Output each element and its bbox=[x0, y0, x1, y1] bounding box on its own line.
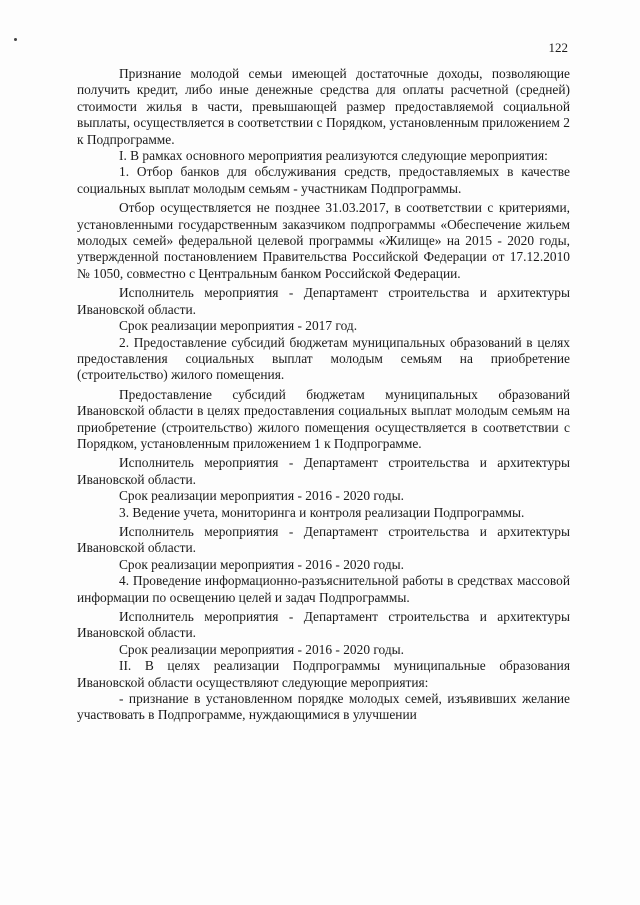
paragraph: 3. Ведение учета, мониторинга и контроля реализации Подпрограммы. bbox=[119, 504, 525, 520]
document-body bbox=[77, 66, 570, 724]
paragraph: Срок реализации мероприятия - 2016 - 2020 годы. bbox=[119, 488, 404, 504]
paragraph: Исполнитель мероприятия - Департамент строительства и архитектуры Ивановской области. bbox=[77, 285, 570, 317]
paragraph: 2. Предоставление субсидий бюджетам муниципальных образований в целях предоставления социальных выплат молодым семьям на приобретение (строительство) жилого помещения. bbox=[77, 334, 570, 383]
paragraph: Отбор осуществляется не позднее 31.03.2017, в соответствии с критериями, установленными государственным заказчиком подпрограммы «Обеспечение жильем молодых семей» федеральной целевой программы «Жилище» на 2015 - 2020 годы, утвержденной постановлением Правительства Российской Федерации от 17.12.2010 № 1050, совместно с Центральным банком Российской Федерации. bbox=[77, 200, 570, 281]
scan-speck bbox=[14, 38, 17, 41]
paragraph: Срок реализации мероприятия - 2016 - 2020 годы. bbox=[119, 556, 404, 572]
paragraph: Исполнитель мероприятия - Департамент строительства и архитектуры Ивановской области. bbox=[77, 523, 570, 556]
paragraph: Исполнитель мероприятия - Департамент строительства и архитектуры Ивановской области. bbox=[77, 455, 570, 487]
paragraph: 1. Отбор банков для обслуживания средств, предоставляемых в качестве социальных выплат молодым семьям - участникам Подпрограммы. bbox=[77, 164, 570, 196]
paragraph: Признание молодой семьи имеющей достаточные доходы, позволяющие получить кредит, либо иные денежные средства для оплаты расчетной (средней) стоимости жилья в части, превышающей размер предоставляемой социальной выплаты, осуществляется в соответствии с Порядком, установленным приложением 2 к Подпрограмме. bbox=[77, 66, 570, 147]
paragraph: 4. Проведение информационно-разъяснительной работы в средствах массовой информации по освещению целей и задач Подпрограммы. bbox=[77, 573, 570, 605]
paragraph: Предоставление субсидий бюджетам муниципальных образований Ивановской области в целях предоставления социальных выплат молодым семьям на приобретение (строительство) жилого помещения осуществляется в соответствии с Порядком, установленным приложением 1 к Подпрограмме. bbox=[77, 386, 570, 451]
paragraph: II. В целях реализации Подпрограммы муниципальные образования Ивановской области осуществляют следующие мероприятия: bbox=[77, 658, 570, 690]
paragraph: I. В рамках основного мероприятия реализуются следующие мероприятия: bbox=[119, 148, 548, 164]
paragraph: - признание в установленном порядке молодых семей, изъявивших желание участвовать в Подпрограмме, нуждающимися в улучшении bbox=[77, 691, 570, 723]
page-number: 122 bbox=[548, 40, 568, 55]
paragraph: Срок реализации мероприятия - 2017 год. bbox=[119, 318, 358, 334]
paragraph: Срок реализации мероприятия - 2016 - 2020 годы. bbox=[119, 641, 404, 657]
paragraph: Исполнитель мероприятия - Департамент строительства и архитектуры Ивановской области. bbox=[77, 609, 570, 641]
